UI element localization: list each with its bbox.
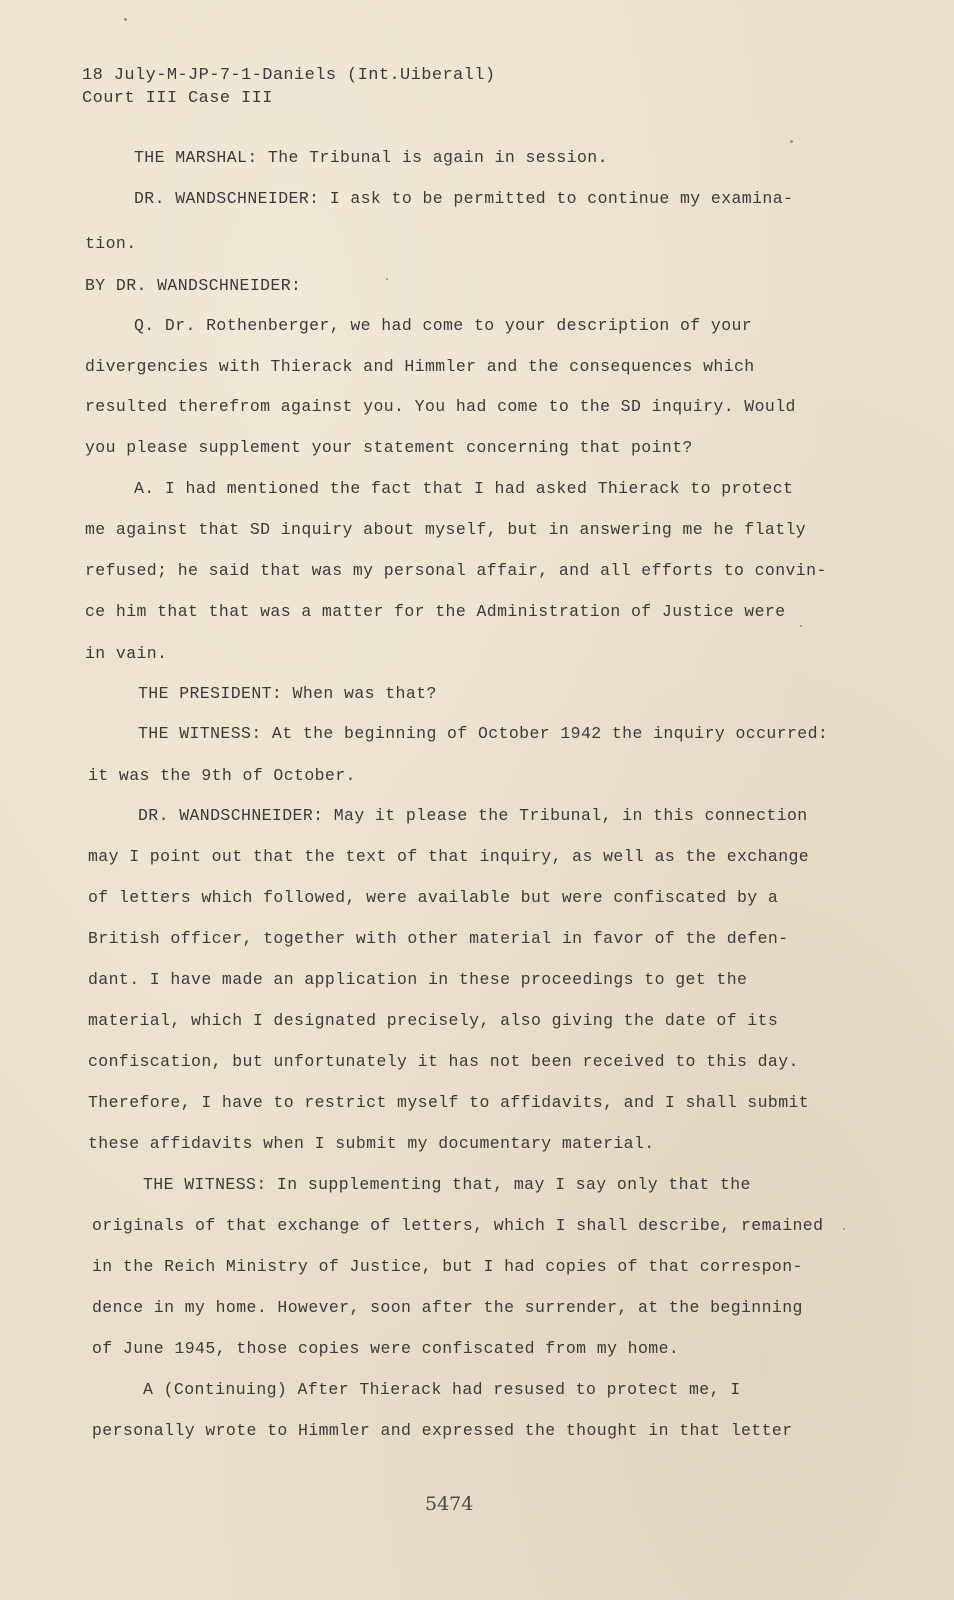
- paper-speck: [800, 625, 802, 627]
- paper-speck: [790, 140, 793, 143]
- text-line: BY DR. WANDSCHNEIDER:: [85, 276, 302, 295]
- text-line: tion.: [85, 234, 137, 253]
- text-line: originals of that exchange of letters, which I shall describe, remained: [92, 1216, 824, 1235]
- text-line: THE PRESIDENT: When was that?: [138, 684, 437, 703]
- text-line: in vain.: [85, 644, 168, 663]
- text-line: THE WITNESS: In supplementing that, may I say only that the: [143, 1175, 751, 1194]
- text-line: THE WITNESS: At the beginning of October 1942 the inquiry occurred:: [138, 724, 829, 743]
- text-line: DR. WANDSCHNEIDER: May it please the Tribunal, in this connection: [138, 806, 808, 825]
- text-line: may I point out that the text of that inquiry, as well as the exchange: [88, 847, 810, 866]
- page-number: 5474: [425, 1493, 474, 1515]
- text-line: ce him that that was a matter for the Administration of Justice were: [85, 602, 786, 621]
- header-court-line: Court III Case III: [82, 89, 273, 108]
- text-line: of letters which followed, were available but were confiscated by a: [88, 888, 779, 907]
- text-line: divergencies with Thierack and Himmler and the consequences which: [85, 357, 755, 376]
- text-line: DR. WANDSCHNEIDER: I ask to be permitted to continue my examina-: [134, 189, 794, 208]
- text-line: these affidavits when I submit my documentary material.: [88, 1134, 655, 1153]
- paper-speck: [124, 18, 127, 21]
- text-line: A (Continuing) After Thierack had resused to protect me, I: [143, 1380, 741, 1399]
- text-line: it was the 9th of October.: [88, 766, 356, 785]
- text-line: British officer, together with other material in favor of the defen-: [88, 929, 789, 948]
- text-line: resulted therefrom against you. You had come to the SD inquiry. Would: [85, 397, 796, 416]
- header-docket-line: 18 July-M-JP-7-1-Daniels (Int.Uiberall): [82, 66, 496, 85]
- text-line: refused; he said that was my personal affair, and all efforts to convin-: [85, 561, 827, 580]
- text-line: dant. I have made an application in these proceedings to get the: [88, 970, 748, 989]
- text-line: Q. Dr. Rothenberger, we had come to your description of your: [134, 316, 753, 335]
- text-line: material, which I designated precisely, also giving the date of its: [88, 1011, 779, 1030]
- text-line: THE MARSHAL: The Tribunal is again in session.: [134, 148, 608, 167]
- text-line: Therefore, I have to restrict myself to affidavits, and I shall submit: [88, 1093, 810, 1112]
- text-line: A. I had mentioned the fact that I had asked Thierack to protect: [134, 479, 794, 498]
- paper-speck: [386, 278, 388, 280]
- text-line: dence in my home. However, soon after the surrender, at the beginning: [92, 1298, 803, 1317]
- text-line: confiscation, but unfortunately it has not been received to this day.: [88, 1052, 799, 1071]
- text-line: you please supplement your statement concerning that point?: [85, 438, 693, 457]
- text-line: personally wrote to Himmler and expressed the thought in that letter: [92, 1421, 793, 1440]
- text-line: of June 1945, those copies were confiscated from my home.: [92, 1339, 680, 1358]
- text-line: me against that SD inquiry about myself, but in answering me he flatly: [85, 520, 807, 539]
- paper-speck: [843, 1228, 845, 1230]
- text-line: in the Reich Ministry of Justice, but I had copies of that correspon-: [92, 1257, 803, 1276]
